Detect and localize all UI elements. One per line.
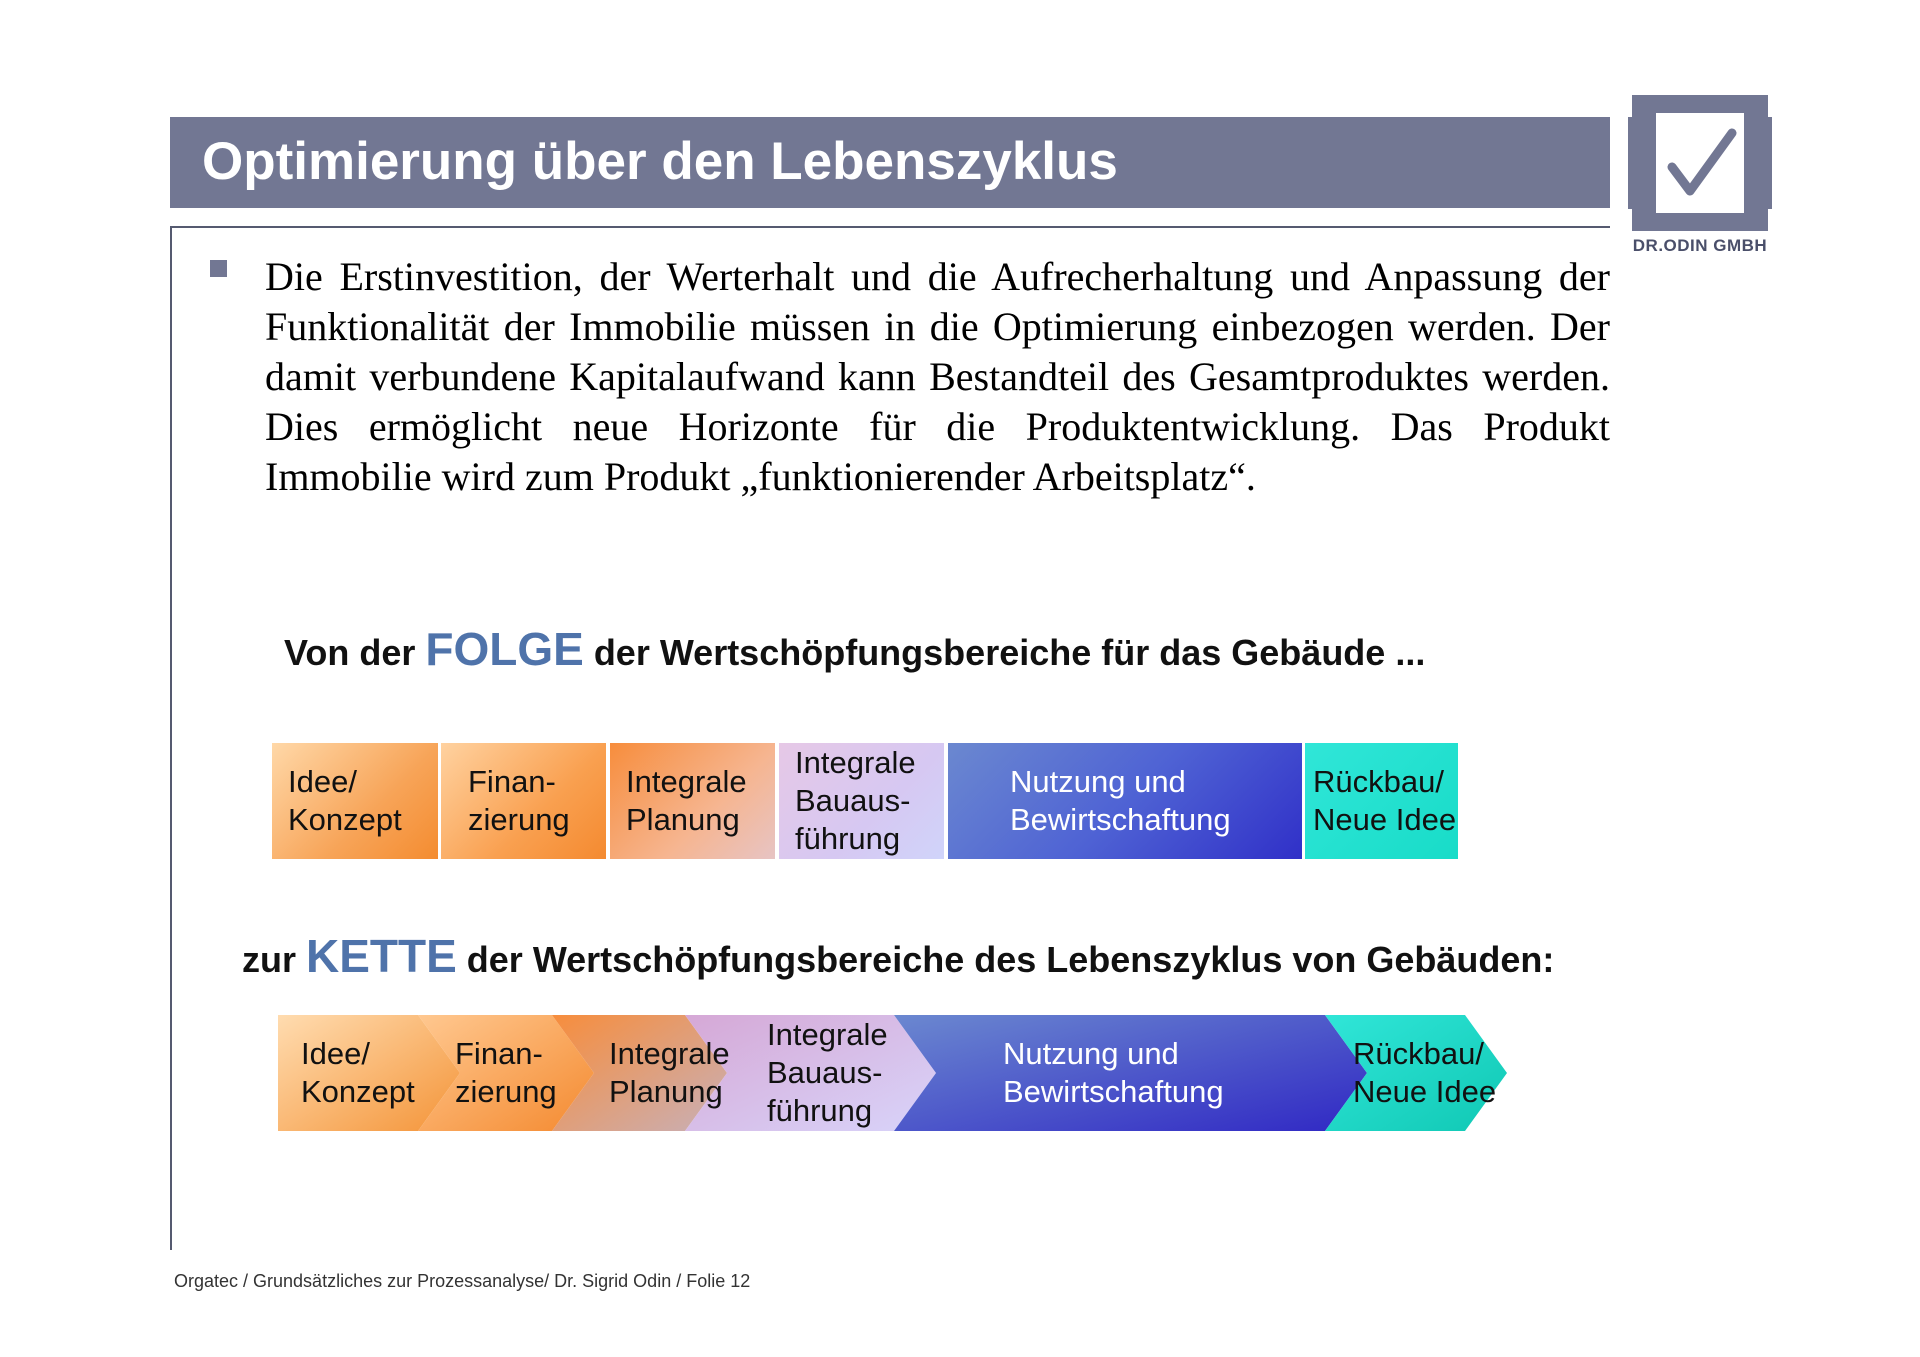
sequence-box-label: Rückbau/ Neue Idee [1313, 764, 1457, 837]
sequence-box-label: Idee/ Konzept [288, 764, 402, 837]
frame-left-line [170, 226, 172, 1250]
sequence-box-label: Integrale Planung [626, 764, 747, 837]
bullet-marker [210, 260, 227, 277]
sequence-box-concept [272, 743, 438, 859]
chain-keyword: KETTE [306, 930, 457, 982]
sequence-heading-suffix: der Wertschöpfungsbereiche für das Gebäude ... [583, 632, 1426, 673]
sequence-box-financing [441, 743, 606, 859]
chain-label: Idee/ Konzept [301, 1036, 415, 1109]
sequence-box-planning [610, 743, 775, 859]
frame-top-line [170, 226, 1610, 228]
chain-heading-prefix: zur [242, 939, 307, 980]
chain-label: Nutzung und Bewirtschaftung [1003, 1036, 1224, 1109]
sequence-box-dismantling [1305, 743, 1458, 859]
chain-label: Rückbau/ Neue Idee [1353, 1036, 1497, 1109]
sequence-box-label: Finan- zierung [468, 764, 570, 837]
footer-text: Orgatec / Grundsätzliches zur Prozessanalyse/ Dr. Sigrid Odin / Folie 12 [174, 1271, 751, 1291]
chain-label: Finan- zierung [455, 1036, 557, 1109]
chain-heading-suffix: der Wertschöpfungsbereiche des Lebenszyklus von Gebäuden: [456, 939, 1555, 980]
sequence-keyword: FOLGE [425, 623, 584, 675]
chain-label: Integrale Bauaus- führung [767, 1017, 888, 1128]
sequence-heading-prefix: Von der [284, 632, 426, 673]
sequence-box-operation [948, 743, 1302, 859]
value-chain [270, 1015, 1510, 1131]
sequence-box-label: Nutzung und Bewirtschaftung [1010, 764, 1231, 837]
slide-title: Optimierung über den Lebenszyklus [202, 132, 1118, 191]
sequence-box-label: Integrale Bauaus- führung [795, 745, 916, 856]
logo-text: DR.ODIN GMBH [1632, 236, 1768, 255]
chain-label: Integrale Planung [609, 1036, 730, 1109]
sequence-heading [284, 622, 1425, 676]
title-bar [170, 117, 1610, 208]
chain-heading [242, 929, 1554, 983]
sequence-box-construction [779, 743, 944, 859]
checkmark-icon [1628, 95, 1772, 255]
bullet-paragraph: Die Erstinvestition, der Werterhalt und die Aufrecherhaltung und Anpassung der Funktionalität der Immobilie müssen in die Optimierung einbezogen werden. Der damit verbundene Kapitalaufwand kann Bestandteil des Gesamtproduktes werden. Dies ermöglicht neue Horizonte für die Produktentwicklung. Das Produkt Immobilie wird zum Produkt „funktionierender Arbeitsplatz“. [265, 254, 1610, 499]
